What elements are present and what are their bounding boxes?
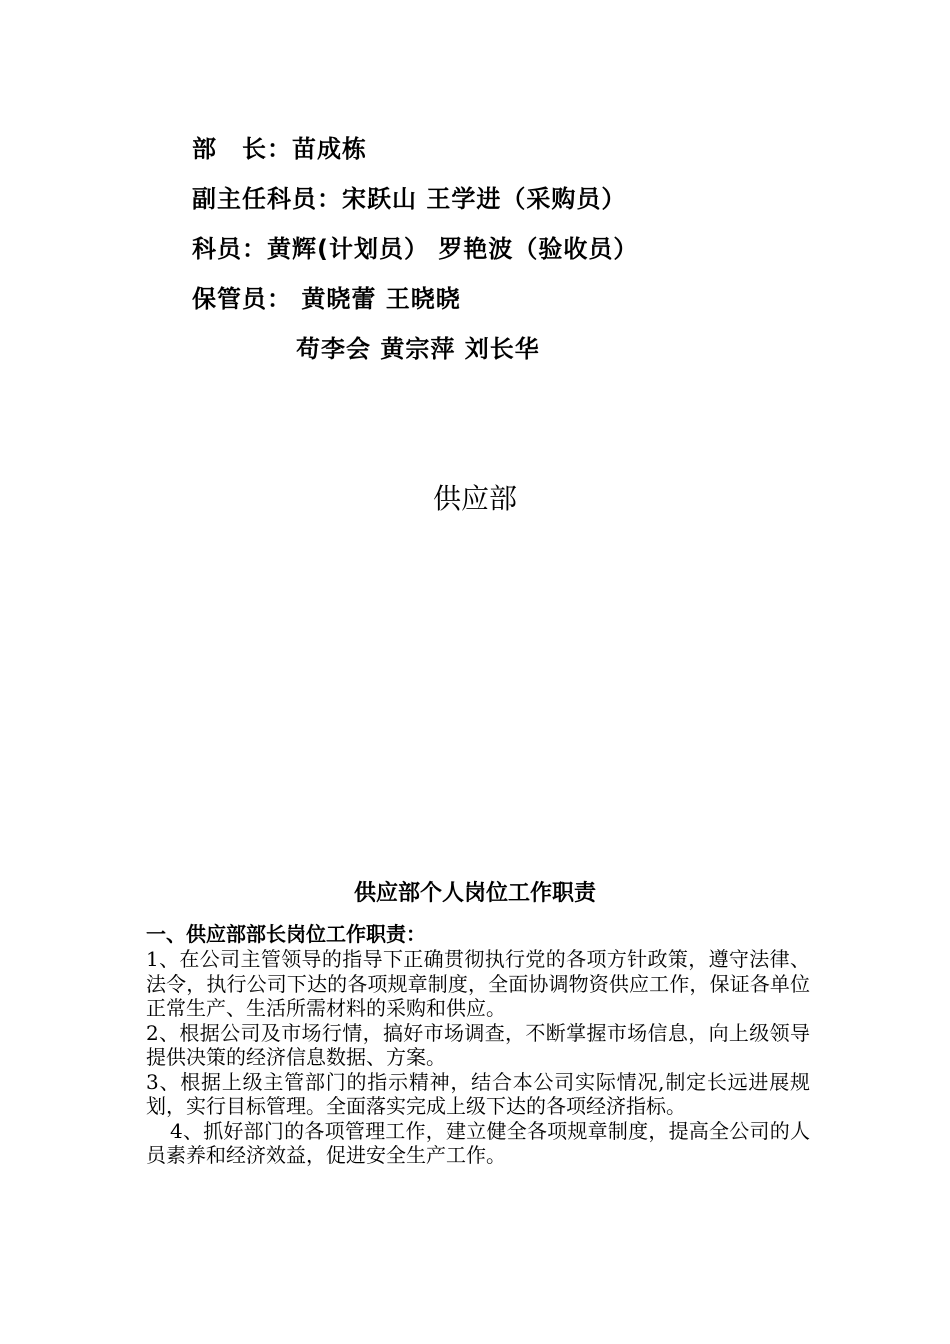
staff-deputy: 副主任科员：宋跃山 王学进（采购员） (192, 185, 627, 213)
staff-keepers: 保管员： 黄晓蕾 王晓晓 (192, 285, 461, 313)
duty-title: 供应部个人岗位工作职责 (353, 881, 596, 906)
staff-minister: 部 长：苗成栋 (192, 135, 367, 163)
duty-item-2: 2、根据公司及市场行情，搞好市场调查，不断掌握市场信息，向上级领导提供决策的经济信息数据、方案。 (146, 1020, 810, 1069)
section-heading: 一、供应部部长岗位工作职责： (146, 922, 426, 946)
staff-keepers-continued: 苟李会 黄宗萍 刘长华 (296, 335, 540, 363)
section-minister-duties (146, 922, 810, 1168)
duty-item-4: 4、抓好部门的各项管理工作，建立健全各项规章制度，提高全公司的人员素养和经济效益，促进安全生产工作。 (146, 1118, 810, 1167)
duty-item-3: 3、根据上级主管部门的指示精神，结合本公司实际情况,制定长远进展规划，实行目标管理。全面落实完成上级下达的各项经济指标。 (146, 1069, 810, 1118)
department-title: 供应部 (432, 482, 517, 515)
staff-clerks: 科员：黄辉(计划员） 罗艳波（验收员） (192, 235, 639, 263)
duty-item-1: 1、在公司主管领导的指导下正确贯彻执行党的各项方针政策，遵守法律、法令，执行公司下达的各项规章制度，全面协调物资供应工作，保证各单位正常生产、生活所需材料的采购和供应。 (146, 947, 810, 1020)
